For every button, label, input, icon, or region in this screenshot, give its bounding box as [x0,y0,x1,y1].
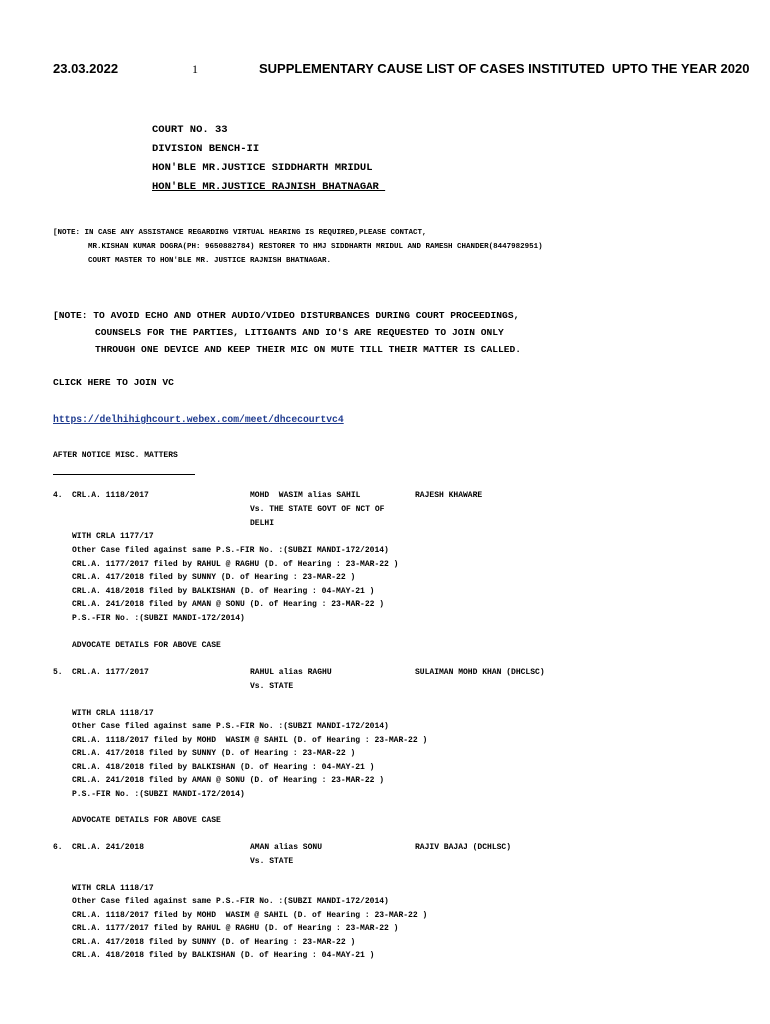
note1-line2: MR.KISHAN KUMAR DOGRA(PH: 9650882784) RESTORER TO HMJ SIDDHARTH MRIDUL AND RAMESH CHANDER(8447982951) [88,243,543,251]
note1-line1: [NOTE: IN CASE ANY ASSISTANCE REGARDING VIRTUAL HEARING IS REQUIRED,PLEASE CONTACT, [53,229,427,237]
detail-line: P.S.-FIR No. :(SUBZI MANDI-172/2014) [72,790,245,799]
section-divider [53,474,195,475]
page-number: 1 [192,62,198,76]
advocate-details-heading: ADVOCATE DETAILS FOR ABOVE CASE [72,816,221,825]
advocate-name: RAJESH KHAWARE [415,491,483,500]
court-number: COURT NO. 33 [152,124,228,136]
advocate-name: SULAIMAN MOHD KHAN (DHCLSC) [415,668,545,677]
detail-line: Other Case filed against same P.S.-FIR No. :(SUBZI MANDI-172/2014) [72,546,389,555]
division-bench: DIVISION BENCH-II [152,143,260,155]
party-line: AMAN alias SONU [250,843,323,852]
judge-2: HON'BLE MR.JUSTICE RAJNISH BHATNAGAR [152,181,386,193]
note2-line3: THROUGH ONE DEVICE AND KEEP THEIR MIC ON MUTE TILL THEIR MATTER IS CALLED. [95,344,522,355]
detail-line: P.S.-FIR No. :(SUBZI MANDI-172/2014) [72,614,245,623]
case-number: CRL.A. 1177/2017 [72,668,149,677]
advocate-details-heading: ADVOCATE DETAILS FOR ABOVE CASE [72,641,221,650]
party-line: DELHI [250,519,275,528]
detail-line: CRL.A. 418/2018 filed by BALKISHAN (D. of Hearing : 04-MAY-21 ) [72,951,375,960]
case-number: CRL.A. 241/2018 [72,843,145,852]
advocate-name: RAJIV BAJAJ (DCHLSC) [415,843,512,852]
detail-line: CRL.A. 241/2018 filed by AMAN @ SONU (D. of Hearing : 23-MAR-22 ) [72,776,385,785]
detail-line: WITH CRLA 1118/17 [72,884,154,893]
detail-line: CRL.A. 1177/2017 filed by RAHUL @ RAGHU (D. of Hearing : 23-MAR-22 ) [72,560,399,569]
detail-line: WITH CRLA 1177/17 [72,532,154,541]
detail-line: Other Case filed against same P.S.-FIR No. :(SUBZI MANDI-172/2014) [72,722,389,731]
case-serial: 4. [53,491,63,500]
join-vc-label: CLICK HERE TO JOIN VC [53,377,174,388]
list-date: 23.03.2022 [53,61,119,76]
detail-line: Other Case filed against same P.S.-FIR No. :(SUBZI MANDI-172/2014) [72,897,389,906]
case-serial: 5. [53,668,63,677]
page-title: SUPPLEMENTARY CAUSE LIST OF CASES INSTITUTED UPTO THE YEAR 2020 [259,61,750,76]
detail-line: WITH CRLA 1118/17 [72,709,154,718]
party-line: Vs. STATE [250,857,294,866]
judge-1: HON'BLE MR.JUSTICE SIDDHARTH MRIDUL [152,162,373,174]
detail-line: CRL.A. 1177/2017 filed by RAHUL @ RAGHU (D. of Hearing : 23-MAR-22 ) [72,924,399,933]
detail-line: CRL.A. 417/2018 filed by SUNNY (D. of Hearing : 23-MAR-22 ) [72,938,356,947]
detail-line: CRL.A. 1118/2017 filed by MOHD WASIM @ SAHIL (D. of Hearing : 23-MAR-22 ) [72,736,428,745]
detail-line: CRL.A. 417/2018 filed by SUNNY (D. of Hearing : 23-MAR-22 ) [72,749,356,758]
party-line: RAHUL alias RAGHU [250,668,332,677]
detail-line: CRL.A. 417/2018 filed by SUNNY (D. of Hearing : 23-MAR-22 ) [72,573,356,582]
party-line: MOHD WASIM alias SAHIL [250,491,361,500]
detail-line: CRL.A. 1118/2017 filed by MOHD WASIM @ SAHIL (D. of Hearing : 23-MAR-22 ) [72,911,428,920]
note2-line2: COUNSELS FOR THE PARTIES, LITIGANTS AND IO'S ARE REQUESTED TO JOIN ONLY [95,327,504,338]
note1-line3: COURT MASTER TO HON'BLE MR. JUSTICE RAJNISH BHATNAGAR. [88,257,332,265]
section-title: AFTER NOTICE MISC. MATTERS [53,451,178,460]
detail-line: CRL.A. 418/2018 filed by BALKISHAN (D. of Hearing : 04-MAY-21 ) [72,587,375,596]
detail-line: CRL.A. 418/2018 filed by BALKISHAN (D. of Hearing : 04-MAY-21 ) [72,763,375,772]
party-line: Vs. STATE [250,682,294,691]
vc-link[interactable]: https://delhihighcourt.webex.com/meet/dhcecourtvc4 [53,414,344,425]
note2-line1: [NOTE: TO AVOID ECHO AND OTHER AUDIO/VIDEO DISTURBANCES DURING COURT PROCEEDINGS, [53,310,520,321]
case-number: CRL.A. 1118/2017 [72,491,149,500]
party-line: Vs. THE STATE GOVT OF NCT OF [250,505,385,514]
case-serial: 6. [53,843,63,852]
detail-line: CRL.A. 241/2018 filed by AMAN @ SONU (D. of Hearing : 23-MAR-22 ) [72,600,385,609]
